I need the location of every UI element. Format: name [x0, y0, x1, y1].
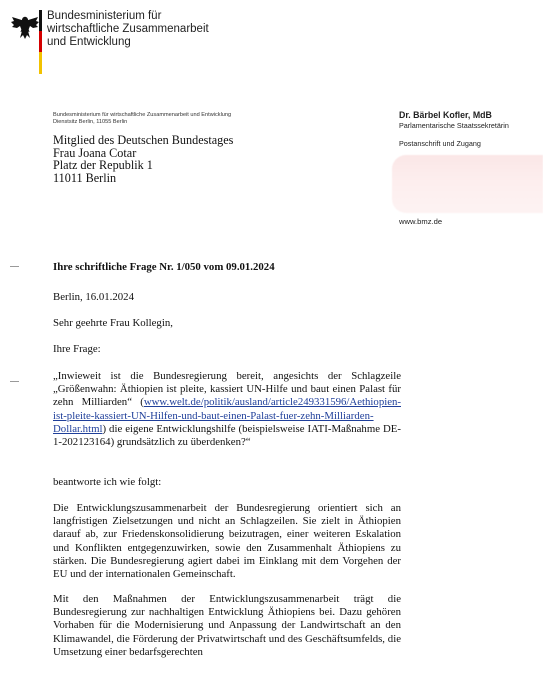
postal-label: Postanschrift und Zugang: [399, 139, 481, 148]
flag-gold-stripe: [39, 52, 42, 74]
recipient-line-4: 11011 Berlin: [53, 170, 117, 185]
sender-role: Parlamentarische Staatssekretärin: [399, 121, 509, 130]
letter-subject: Ihre schriftliche Frage Nr. 1/050 vom 09.01.2024: [53, 261, 275, 273]
return-address-line-1: Bundesministerium für wirtschaftliche Zusammenarbeit und Entwicklung: [53, 112, 232, 118]
answer-paragraph-1: Die Entwicklungszusammenarbeit der Bundesregierung orientiert sich an langfristigen Zielsetzungen und nicht an Schlagzeilen. Sie zielt in Äthiopien darauf ab, zur Friedenskonsolidierung beizutragen, einer weiteren Eskalation und Konflikten entgegenzuwirken, sowie den Zusammenhalt Äthiopiens zu stärken. Die Bundesregierung agiert dabei im Einklang mit dem Vorgehen der EU und der internationalen Gemeinschaft.: [53, 502, 401, 581]
federal-eagle-icon: [10, 12, 40, 42]
recipient-line-3: Platz der Republik 1: [53, 158, 153, 172]
punch-mark: [10, 381, 19, 382]
german-flag-bar: [39, 10, 42, 74]
article-link[interactable]: www.welt.de/politik/ausland/article249331596/Aethiopien-ist-pleite-kassiert-UN-Hilfen-und-baut-einen-Palast-fuer-zehn-Milliarden-Dollar.html: [53, 396, 401, 435]
salutation: Sehr geehrte Frau Kollegin,: [53, 317, 173, 329]
recipient-line-2: Frau Joana Cotar: [53, 145, 137, 160]
ministry-line-1: Bundesministerium für: [47, 10, 162, 22]
flag-red-stripe: [39, 31, 42, 52]
answer-intro: beantworte ich wie folgt:: [53, 476, 162, 488]
redacted-area: [392, 155, 543, 213]
return-address-line-2: Dienstsitz Berlin, 11055 Berlin: [53, 119, 128, 125]
ministry-name: [47, 10, 247, 49]
question-text-start: „Inwieweit ist die Bundesregierung bereit, angesichts der Schlagzeile „Größenwahn: Äthiopien ist pleite, kassiert UN-Hilfe und baut einen Palast für zehn Milliarden“ (: [53, 370, 401, 409]
answer-paragraph-2: Mit den Maßnahmen der Entwicklungszusammenarbeit trägt die Bundesregierung zur nachhaltigen Entwicklung Äthiopiens bei. Dazu gehören Vorhaben für die Modernisierung und Anpassung der Landwirtschaft an den Klimawandel, die Förderung der Privatwirtschaft und des Geschäftsumfelds, die Umsetzung einer bedarfsgerechten: [53, 593, 401, 658]
website-link[interactable]: www.bmz.de: [399, 217, 443, 226]
question-intro: Ihre Frage:: [53, 343, 101, 355]
question-text: [53, 370, 401, 449]
sender-name: Dr. Bärbel Kofler, MdB: [399, 110, 492, 120]
recipient-address: [53, 134, 313, 184]
flag-black-stripe: [39, 10, 42, 31]
place-date: Berlin, 16.01.2024: [53, 291, 134, 303]
fold-mark: [10, 266, 19, 267]
ministry-line-2: wirtschaftliche Zusammenarbeit: [47, 23, 209, 35]
sender-block: [399, 110, 539, 149]
recipient-line-1: Mitglied des Deutschen Bundestages: [53, 133, 234, 147]
ministry-line-3: und Entwicklung: [47, 36, 131, 48]
question-text-end: ) die eigene Entwicklungshilfe (beispielsweise IATI-Maßnahme DE-1-202123164) grundsätzlich zu überdenken?“: [53, 422, 401, 449]
return-address: [53, 112, 303, 126]
